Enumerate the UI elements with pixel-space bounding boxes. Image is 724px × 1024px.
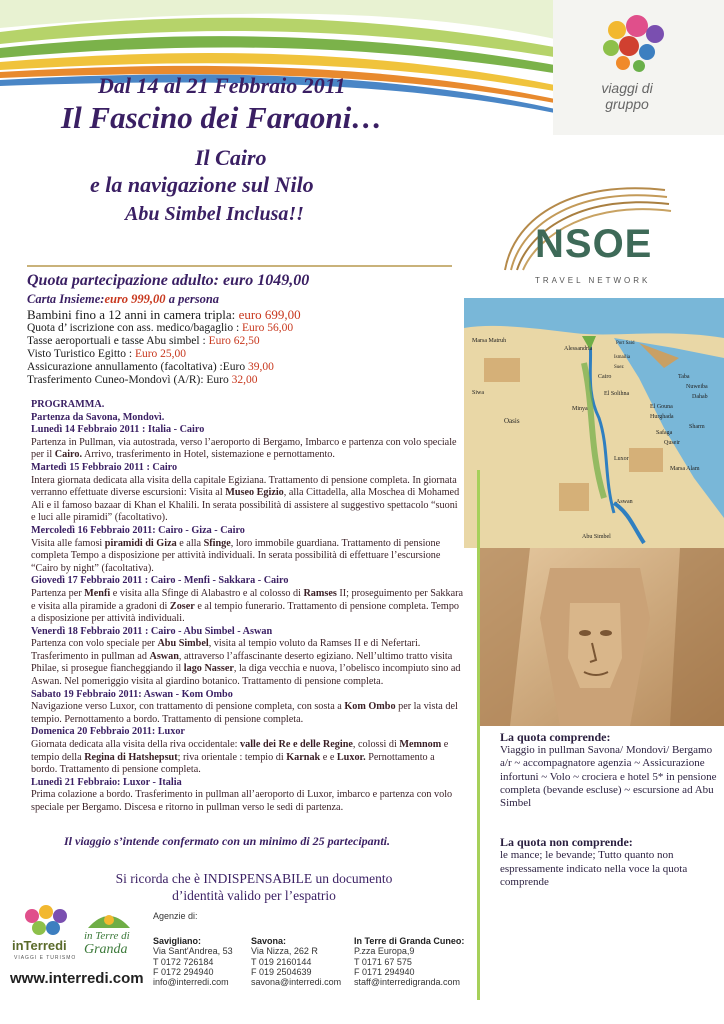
- confirm-note: Il viaggio s’intende confermato con un minimo di 25 partecipanti.: [64, 834, 391, 848]
- nsoe-tagline: TRAVEL NETWORK: [535, 276, 651, 285]
- map-label: Ismailia: [614, 355, 631, 360]
- carta-suffix: a persona: [165, 292, 220, 306]
- agencies-label: Agenzie di:: [153, 911, 198, 921]
- trip-dates: Dal 14 al 21 Febbraio 2011: [98, 73, 346, 98]
- terre-di-granda-logo-a: in Terre di: [84, 930, 130, 942]
- day-title: Lunedì 14 Febbraio 2011 : Italia - Cairo: [31, 424, 205, 436]
- day-text: Partenza con volo speciale per Abu Simbel, visita al tempio voluto da Ramses II e di Nefertari. Trasferimento in pullman ad Aswan, attraverso l’affascinante deserto egiziano. Nell’ultimo tratto visita Philae, si prosegue fiancheggiando il lago Nasser, la diga vecchia e nuova, l’obelisco incompiuto sino ad Aswan. Nel pomeriggio visita al giardino botanico. Trattamento di pensione completa.: [31, 638, 461, 688]
- agency-savona: Savona: Via Nizza, 262 R T 019 2160144 F 019 2504639 savona@interredi.com: [251, 936, 342, 988]
- email-link[interactable]: staff@interredigranda.com: [354, 977, 461, 988]
- terre-di-granda-logo-b: Granda: [84, 942, 128, 957]
- map-label: Marsa Matruh: [472, 338, 507, 344]
- carta-value: euro 999,00: [104, 292, 166, 306]
- bambini-value: euro 699,00: [238, 307, 301, 322]
- includes-box: [500, 731, 720, 889]
- price-line: Trasferimento Cuneo-Mondovì (A/R): Euro 32,00: [27, 374, 258, 386]
- reminder-note: Si ricorda che è INDISPENSABILE un documento d’identità valido per l’espatrio: [115, 871, 393, 903]
- carta-label: Carta Insieme:: [27, 292, 105, 306]
- map-label: Minya: [572, 406, 588, 412]
- nsoe-logo: NSOE: [535, 222, 653, 266]
- day-title: Venerdì 18 Febbraio 2011 : Cairo - Abu Simbel - Aswan: [31, 625, 273, 637]
- price-line: Visto Turistico Egitto : Euro 25,00: [27, 348, 187, 360]
- map-label: Aswan: [616, 499, 633, 505]
- divider: [27, 265, 452, 267]
- map-label: Luxor: [614, 456, 629, 462]
- day-text: Partenza per Menfi e visita alla Sfinge di Alabastro e al colosso di Ramses II; proseguimento per Sakkara e visita alla piramide a gradoni di Zoser e al tempio funerario. Trattamento di pensione completa. Tempo a disposizione per attività individuali.: [31, 587, 464, 625]
- map-label: Safaga: [656, 430, 673, 436]
- day-title: Giovedì 17 Febbraio 2011 : Cairo - Menfi - Sakkara - Cairo: [31, 575, 289, 587]
- brand-name: viaggi di gruppo: [601, 80, 653, 112]
- subtitle-nile: e la navigazione sul Nilo: [90, 172, 314, 197]
- interredi-tagline: VIAGGI E TURISMO: [14, 955, 77, 961]
- excludes-title: La quota non comprende:: [500, 835, 633, 850]
- map-label: Cairo: [598, 374, 612, 380]
- day-title: Martedì 15 Febbraio 2011 : Cairo: [31, 461, 178, 473]
- agency-savigliano: Savigliano: Via Sant'Andrea, 53 T 0172 726184 F 0172 294940 info@interredi.com: [153, 936, 233, 988]
- agency-cuneo: In Terre di Granda Cuneo: P.zza Europa,9 T 0171 67 575 F 0171 294940 staff@interredigranda.com: [354, 936, 465, 988]
- price-bambini: [27, 307, 301, 322]
- grapes-icon: [553, 0, 724, 80]
- includes-text: Viaggio in pullman Savona/ Mondovì/ Bergamo a/r ~ accompagnatore agenzia ~ Assicurazione infortuni ~ Volo ~ crociera e hotel 5* in pensione completa (bevande escluse) ~ escursione ad Abu Simbel: [500, 744, 717, 810]
- price-adult: Quota partecipazione adulto: euro 1049,00: [27, 272, 310, 289]
- program-heading: PROGRAMMA.: [31, 399, 105, 410]
- map-label: El Gouna: [650, 404, 673, 410]
- map-label: Quseir: [664, 440, 680, 446]
- price-line: Assicurazione annullamento (facoltativa) :Euro 39,00: [27, 361, 274, 373]
- egypt-map: [464, 298, 724, 548]
- map-label: Nuweiba: [686, 384, 708, 390]
- map-label: Marsa Alam: [670, 466, 700, 472]
- terre-di-granda-logo-icon: [84, 904, 134, 930]
- map-label: Abu Simbel: [582, 534, 611, 540]
- price-line: Tasse aeroportuali e tasse Abu simbel : Euro 62,50: [27, 335, 260, 347]
- day-text: Partenza in Pullman, via autostrada, verso l’aeroporto di Bergamo, Imbarco e partenza con volo speciale per il Cairo. Arrivo, trasferimento in Hotel, sistemazione e pernottamento.: [31, 436, 457, 461]
- map-label: Siwa: [472, 390, 484, 396]
- email-link[interactable]: info@interredi.com: [153, 977, 229, 988]
- program-section: [31, 399, 463, 815]
- map-label: Dahab: [692, 394, 708, 400]
- day-text: Visita alle famosi piramidi di Giza e alla Sfinge, loro immobile guardiana. Trattamento di pensione completa Tempo a disposizione per attività individuali. In serata possibilità di effettuare l’escursione “Cairo by night” (facoltativa).: [31, 537, 441, 574]
- map-label: Sharm: [689, 424, 705, 430]
- map-label: Taba: [678, 374, 690, 380]
- excludes-text: le mance; le bevande; Tutto quanto non espressamente indicato nella voce la quota comprende: [500, 849, 688, 888]
- day-title: Lunedì 21 Febbraio: Luxor - Italia: [31, 776, 182, 788]
- footer: [0, 898, 724, 1024]
- website-link[interactable]: www.interredi.com: [10, 970, 144, 987]
- includes-title: La quota comprende:: [500, 730, 611, 744]
- map-label: Alessandria: [564, 346, 593, 352]
- day-text: Navigazione verso Luxor, con trattamento di pensione completa, con sosta a Kom Ombo per la vista del tempio. Pernottamento a bordo. Trattamento di pensione completa.: [31, 701, 458, 725]
- map-label: Port Said: [616, 341, 635, 346]
- day-title: Mercoledì 16 Febbraio 2011: Cairo - Giza - Cairo: [31, 524, 245, 536]
- day-text: Intera giornata dedicata alla visita della capitale Egiziana. Trattamento di pensione completa. In giornata verranno effettuate diverse escursioni: Visita al Museo Egizio, alla Cittadella, alla Moschea di Mohamed Ali e il famoso bazaar di Khan el Khalili. In serata possibilità di assistere al suggestivo spettacolo “suoni e luci alle piramidi” (facoltativo).: [31, 474, 460, 524]
- day-title: Sabato 19 Febbraio 2011: Aswan - Kom Ombo: [31, 688, 233, 700]
- brand-logo: [553, 0, 724, 135]
- day-text: Prima colazione a bordo. Trasferimento in pullman all’aeroporto di Luxor, imbarco e partenza con volo speciale per Bergamo. Discesa e ritorno in pullman verso le sedi di partenza.: [31, 789, 453, 813]
- email-link[interactable]: savona@interredi.com: [251, 977, 342, 988]
- bambini-label: Bambini fino a 12 anni in camera tripla:: [27, 307, 239, 322]
- map-label: El Solihna: [604, 391, 630, 397]
- page-title: Il Fascino dei Faraoni…: [61, 100, 383, 135]
- day-title: Domenica 20 Febbraio 2011: Luxor: [31, 726, 185, 738]
- price-carta: [27, 293, 219, 306]
- subtitle-cairo: Il Cairo: [195, 145, 267, 170]
- map-label: Hurghada: [650, 414, 674, 420]
- price-line: Quota d’ iscrizione con ass. medico/bagaglio : Euro 56,00: [27, 322, 294, 334]
- program-departure: Partenza da Savona, Mondovì.: [31, 411, 165, 423]
- map-label: Suez: [614, 365, 624, 370]
- map-label: Oasis: [504, 417, 520, 425]
- interredi-logo: inTerredi: [12, 938, 67, 953]
- subtitle-abu-simbel: Abu Simbel Inclusa!!: [125, 203, 304, 225]
- day-text: Giornata dedicata alla visita della riva occidentale: valle dei Re e delle Regine, colossi di Memnom e tempio della Regina di Hatshepsut; riva orientale : tempio di Karnak e e Luxor. Pernottamento a bordo. Trattamento di pensione completa.: [31, 739, 449, 776]
- abu-simbel-photo: [480, 548, 724, 726]
